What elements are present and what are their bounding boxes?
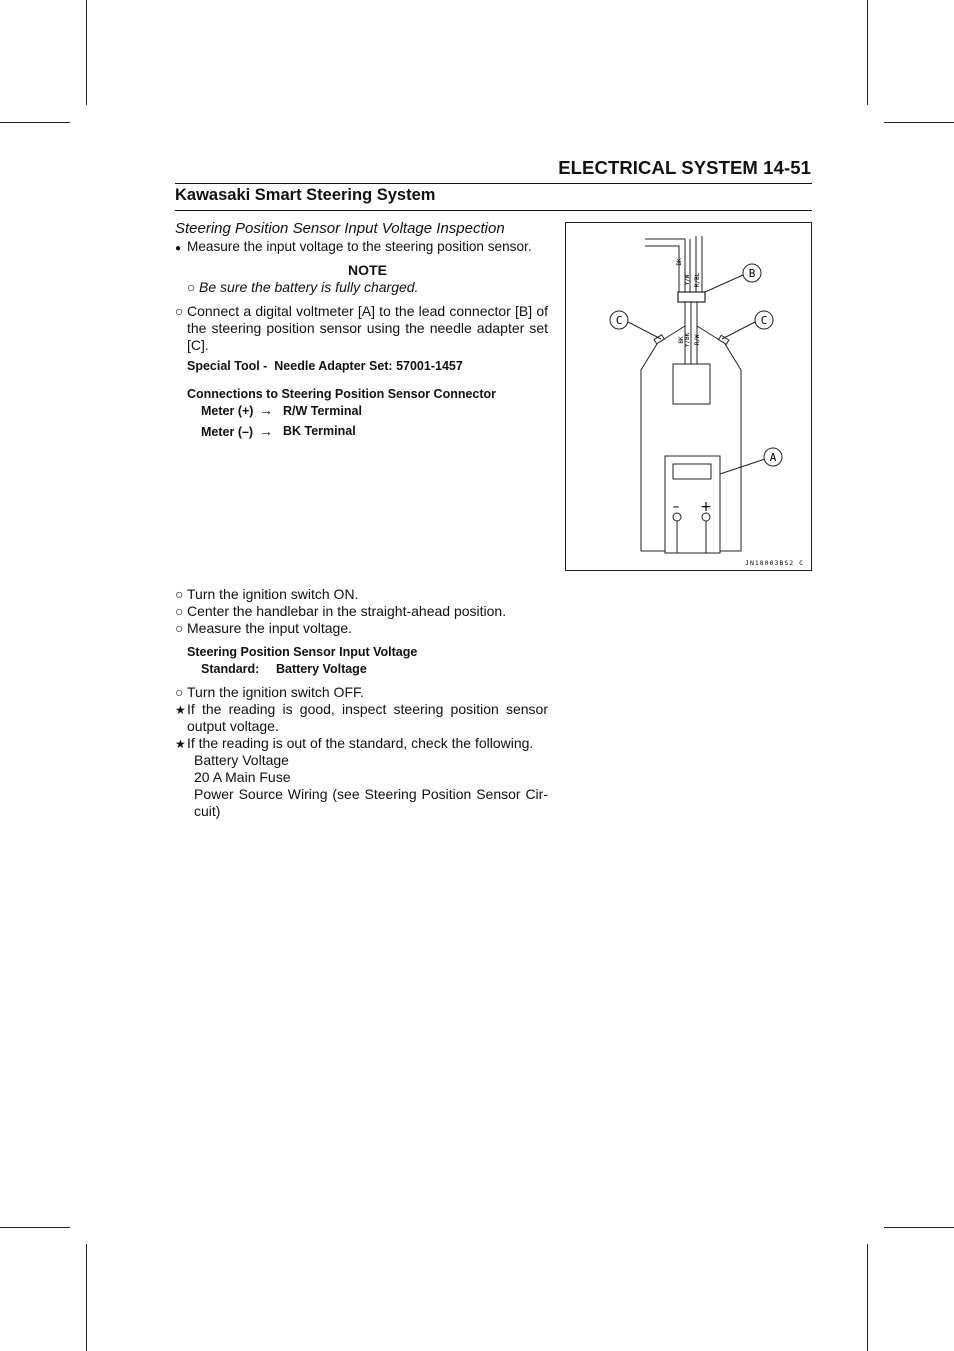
wiring-diagram <box>565 222 812 571</box>
meter-plus-label: Meter (+) <box>201 404 254 418</box>
bullet-dot-icon: ● <box>175 243 182 254</box>
star-item <box>175 701 548 735</box>
arrow-right-icon: → <box>259 402 273 418</box>
wire-label-bottom: R/W <box>694 334 701 346</box>
crop-mark <box>86 0 87 105</box>
wire-label-top: Y/W <box>684 274 691 286</box>
star-marker-icon: ★ <box>175 737 186 751</box>
check-item: Power Source Wiring (see Steering Position Sensor Cir-cuit) <box>194 786 548 819</box>
wire-bk-inner <box>645 246 679 292</box>
callout-c-left-line <box>628 322 661 339</box>
standard-label: Standard: <box>201 662 260 676</box>
spec-heading: Steering Position Sensor Input Voltage <box>187 645 418 659</box>
wire-label-bottom: BK <box>678 336 685 344</box>
procedure-subtitle: Steering Position Sensor Input Voltage Inspection <box>175 220 505 237</box>
step-text: Connect a digital voltmeter [A] to the lead connector [B] of the steering position sensor using the needle adapter set [C]. <box>187 303 548 353</box>
meter-minus-sign: – <box>672 499 680 515</box>
wire-label-top: R/BL <box>694 272 701 288</box>
callout-c-right-text: C <box>760 314 768 327</box>
star-text: If the reading is out of the standard, check the following. <box>187 735 534 751</box>
meter-minus-label: Meter (–) <box>201 425 254 439</box>
lead-connector <box>678 292 705 302</box>
circle-marker-icon: ○ <box>187 279 196 295</box>
crop-mark <box>0 1227 70 1228</box>
circle-marker-icon: ○ <box>175 303 184 319</box>
circle-marker-icon: ○ <box>175 620 184 636</box>
circle-marker-icon: ○ <box>175 603 184 619</box>
callout-a-line <box>720 459 765 474</box>
step-text: Measure the input voltage. <box>187 620 352 636</box>
meter-minus-target: BK Terminal <box>283 424 356 438</box>
step-text: Turn the ignition switch OFF. <box>187 684 364 700</box>
check-item: 20 A Main Fuse <box>194 769 291 785</box>
voltmeter-display <box>673 464 711 479</box>
step-text: Turn the ignition switch ON. <box>187 586 359 602</box>
crop-mark <box>867 0 868 105</box>
circle-marker-icon: ○ <box>175 586 184 602</box>
wire-label-bottom: Y/BK <box>684 332 691 348</box>
note-heading: NOTE <box>348 262 387 278</box>
page-header-title: ELECTRICAL SYSTEM 14-51 <box>558 157 811 178</box>
special-tool: Special Tool - Needle Adapter Set: 57001-1457 <box>187 359 463 373</box>
section-rule <box>175 210 812 211</box>
callout-a-text: A <box>769 451 777 464</box>
wiring-figure <box>565 222 812 571</box>
step-item <box>175 303 548 354</box>
crop-mark <box>0 122 70 123</box>
circle-marker-icon: ○ <box>175 684 184 700</box>
star-marker-icon: ★ <box>175 703 186 717</box>
section-title: Kawasaki Smart Steering System <box>175 186 436 204</box>
crop-mark <box>86 1244 87 1351</box>
arrow-right-icon: → <box>259 423 273 439</box>
star-text: If the reading is good, inspect steering position sensor output voltage. <box>187 701 548 734</box>
check-item: Battery Voltage <box>194 752 289 768</box>
step-text: Center the handlebar in the straight-ahead position. <box>187 603 507 619</box>
bullet-text: Measure the input voltage to the steering position sensor. <box>187 239 532 254</box>
crop-mark <box>884 1227 954 1228</box>
callout-b-text: B <box>748 267 756 280</box>
meter-plus-sign: + <box>700 499 712 515</box>
header-rule <box>175 183 812 184</box>
sensor-box <box>673 364 710 404</box>
figure-code: JN18003BS2 C <box>745 559 804 567</box>
meter-plus-target: R/W Terminal <box>283 404 362 418</box>
crop-mark <box>884 122 954 123</box>
callout-c-left-text: C <box>615 314 623 327</box>
standard-value: Battery Voltage <box>276 662 367 676</box>
wire-label-top: BK <box>676 258 683 266</box>
callout-c-right-line <box>722 322 755 339</box>
note-text: Be sure the battery is fully charged. <box>199 279 419 295</box>
callout-b-line <box>705 275 743 292</box>
crop-mark <box>867 1244 868 1351</box>
connections-heading: Connections to Steering Position Sensor Connector <box>187 387 497 401</box>
